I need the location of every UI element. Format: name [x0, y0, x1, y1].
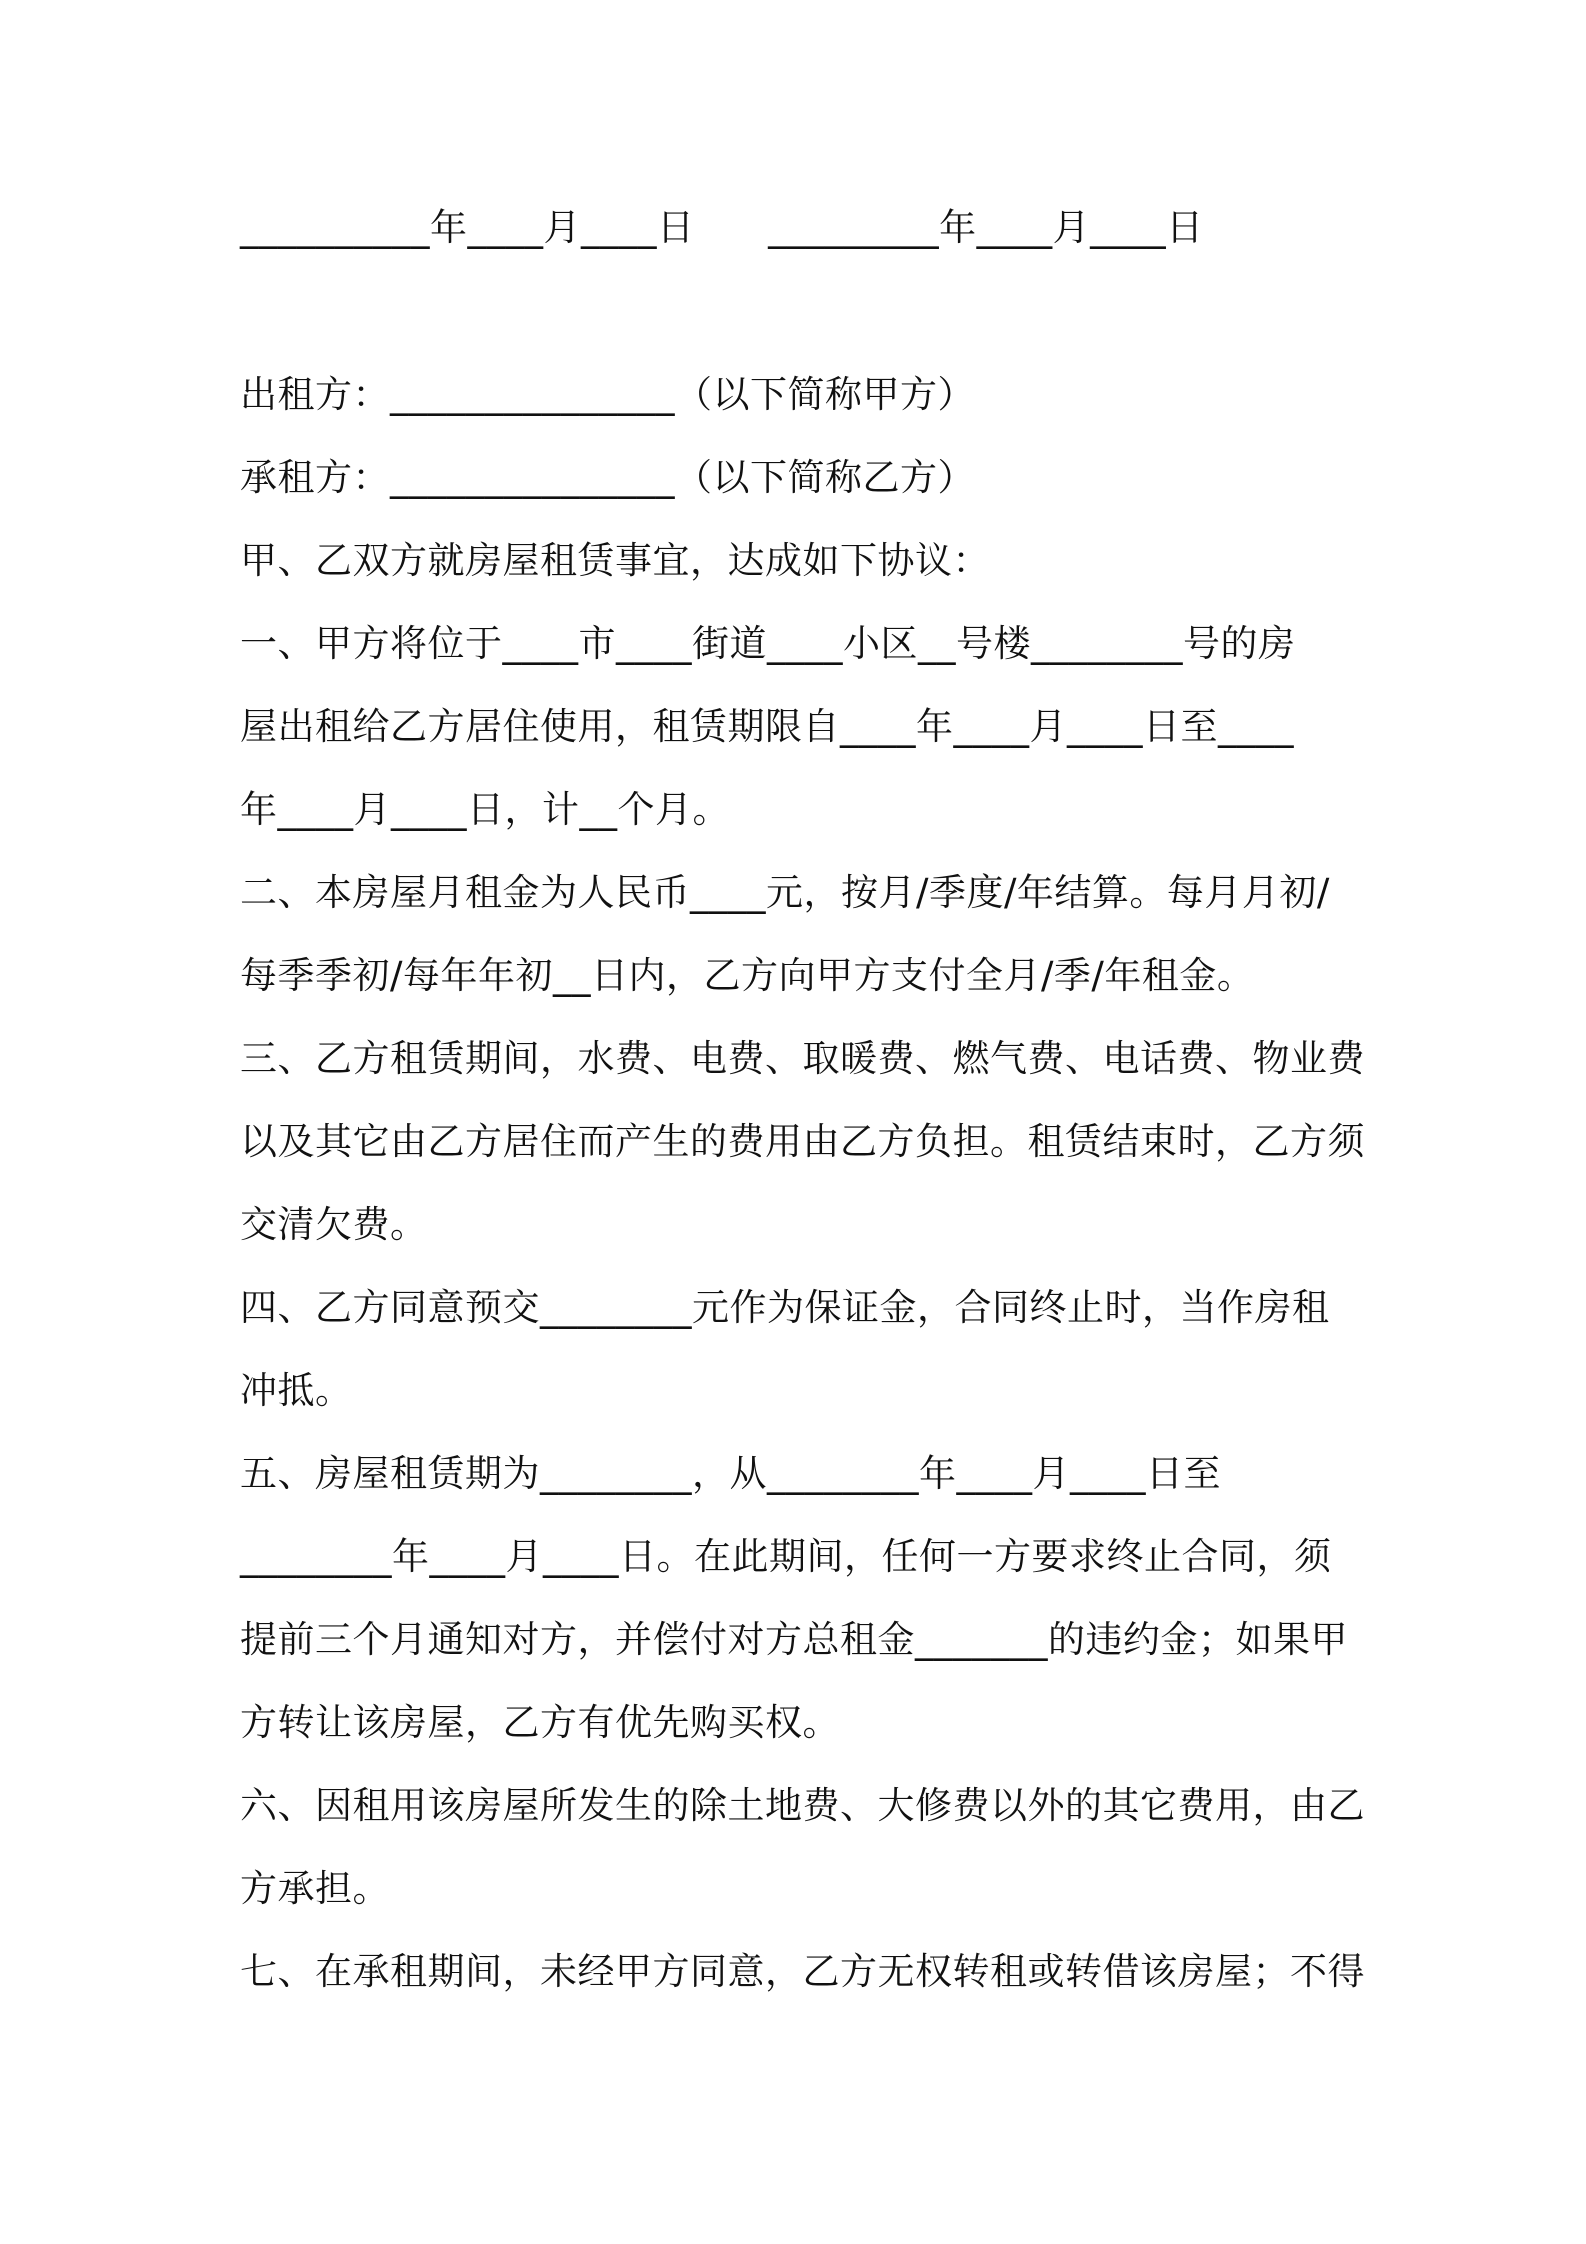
agreement-intro: 甲、乙双方就房屋租赁事宜，达成如下协议：	[240, 539, 990, 582]
clause-5-line-3: 提前三个月通知对方，并偿付对方总租金_______的违约金；如果甲	[240, 1618, 1348, 1661]
clause-6-line-1: 六、因租用该房屋所发生的除土地费、大修费以外的其它费用，由乙	[240, 1784, 1365, 1827]
clause-1-line-2: 屋出租给乙方居住使用，租赁期限自____年____月____日至____	[240, 705, 1294, 748]
clause-5-line-4: 方转让该房屋，乙方有优先购买权。	[240, 1701, 840, 1744]
clause-6-line-2: 方承担。	[240, 1867, 390, 1910]
clause-4-line-1: 四、乙方同意预交________元作为保证金，合同终止时，当作房租	[240, 1286, 1330, 1329]
clause-3-line-1: 三、乙方租赁期间，水费、电费、取暖费、燃气费、电话费、物业费	[240, 1037, 1365, 1080]
clause-3-line-2: 以及其它由乙方居住而产生的费用由乙方负担。租赁结束时，乙方须	[240, 1120, 1365, 1163]
signature-date-line: __________年____月____日 _________年____月____日	[240, 206, 1204, 249]
clause-3-line-3: 交清欠费。	[240, 1203, 428, 1246]
lessor-line: 出租方：_______________（以下简称甲方）	[240, 373, 975, 416]
clause-1-line-3: 年____月____日，计__个月。	[240, 788, 730, 831]
clause-4-line-2: 冲抵。	[240, 1369, 353, 1412]
clause-5-line-2: ________年____月____日。在此期间，任何一方要求终止合同，须	[240, 1535, 1332, 1578]
clause-2-line-1: 二、本房屋月租金为人民币____元，按月/季度/年结算。每月月初/	[240, 871, 1330, 914]
clause-5-line-1: 五、房屋租赁期为________，从________年____月____日至	[240, 1452, 1221, 1495]
lessee-line: 承租方：_______________（以下简称乙方）	[240, 456, 975, 499]
clause-2-line-2: 每季季初/每年年初__日内，乙方向甲方支付全月/季/年租金。	[240, 954, 1255, 997]
clause-7-line-1: 七、在承租期间，未经甲方同意，乙方无权转租或转借该房屋；不得	[240, 1950, 1365, 1993]
clause-1-line-1: 一、甲方将位于____市____街道____小区__号楼________号的房	[240, 622, 1296, 665]
